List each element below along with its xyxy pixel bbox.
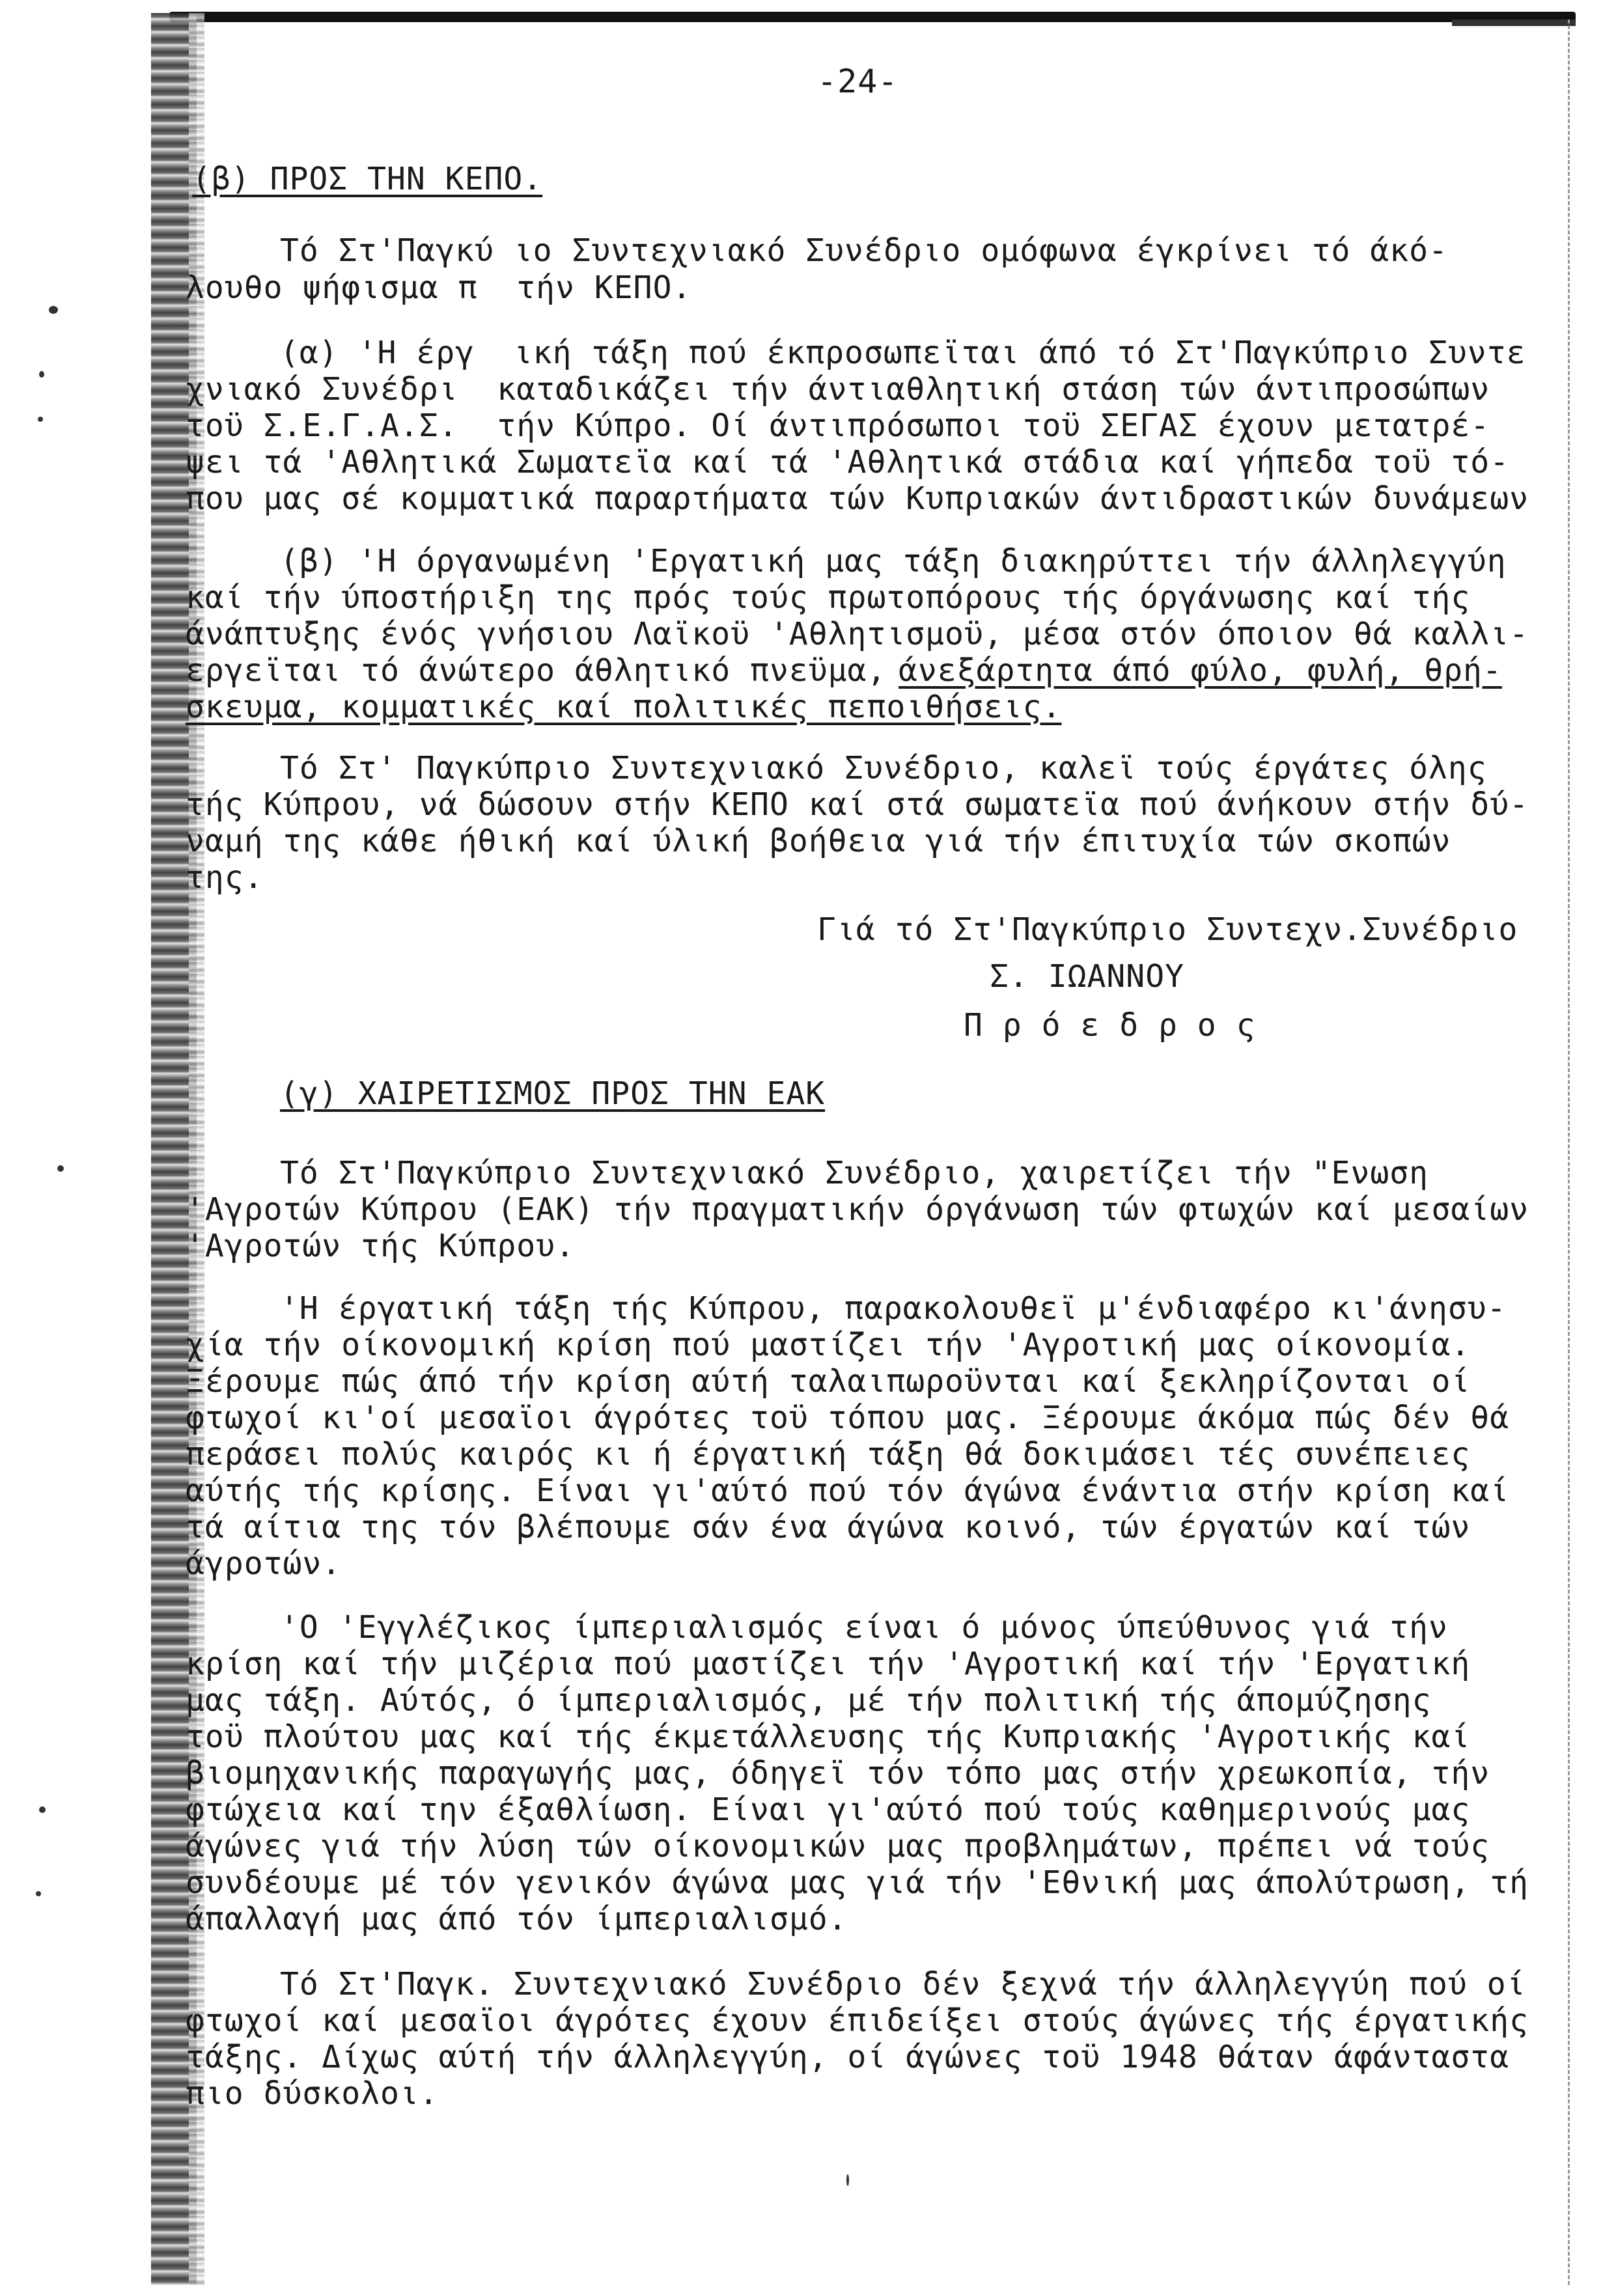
body-line: αύτής τής κρίσης. Είναι γι'αύτό πού τόν άγώνα ένάντια στήν κρίση καί: [186, 1473, 1510, 1509]
body-line: ψει τά 'Αθλητικά Σωματεϊα καί τά 'Αθλητικά στάδια καί γήπεδα τοϋ τό-: [186, 444, 1510, 480]
body-line: καί τήν ύποστήριξη της πρός τούς πρωτοπόρους τής όργάνωσης καί τής: [186, 579, 1471, 616]
body-line: φτώχεια καί την έξαθλίωση. Είναι γι'αύτό πού τούς καθημερινούς μας: [186, 1791, 1471, 1828]
scan-speck: [39, 371, 44, 378]
body-line: 'Ο 'Εγγλέζικος ίμπεριαλισμός είναι ό μόνος ύπεύθυνος γιά τήν: [280, 1609, 1448, 1646]
body-line: λουθο ψήφισμα π τήν ΚΕΠΟ.: [186, 270, 692, 306]
body-line: 'Αγροτών Κύπρου (ΕΑΚ) τήν πραγματικήν όργάνωση τών φτωχών καί μεσαίων: [186, 1191, 1529, 1228]
body-line: (β) 'Η όργανωμένη 'Εργατική μας τάξη διακηρύττει τήν άλληλεγγύη: [280, 543, 1507, 579]
scan-edge-right: [1568, 20, 1574, 2285]
body-line: Τό Στ' Παγκύπριο Συντεχνιακό Συνέδριο, καλεϊ τούς έργάτες όλης: [280, 750, 1487, 786]
body-line-underlined: άνεξάρτητα άπό φύλο, φυλή, θρή-: [899, 652, 1502, 689]
scan-speck: [846, 2174, 849, 2186]
body-line: βιομηχανικής παραγωγής μας, όδηγεϊ τόν τόπο μας στήν χρεωκοπία, τήν: [186, 1755, 1490, 1791]
scan-speck: [36, 1891, 41, 1896]
signature-name: Σ. ΙΩΑΝΝΟΥ: [990, 958, 1184, 995]
body-line: τοϋ Σ.Ε.Γ.Α.Σ. τήν Κύπρο. Οί άντιπρόσωποι τοϋ ΣΕΓΑΣ έχουν μετατρέ-: [186, 408, 1490, 444]
body-line: συνδέουμε μέ τόν γενικόν άγώνα μας γιά τήν 'Εθνική μας άπολύτρωση, τή: [186, 1864, 1529, 1901]
body-line: τής Κύπρου, νά δώσουν στήν ΚΕΠΟ καί στά σωματεϊα πού άνήκουν στήν δύ-: [186, 786, 1529, 823]
signature-title: Π ρ ό ε δ ρ ο ς: [964, 1007, 1256, 1044]
body-line: 'Η έργατική τάξη τής Κύπρου, παρακολουθεϊ μ'ένδιαφέρο κι'άνησυ-: [280, 1290, 1507, 1327]
body-line-underlined: σκευμα, κομματικές καί πολιτικές πεποιθήσεις.: [186, 689, 1062, 725]
body-line: μας τάξη. Αύτός, ό ίμπεριαλισμός, μέ τήν πολιτική τής άπομύζησης: [186, 1682, 1432, 1719]
scan-edge-top-tail: [1452, 20, 1576, 26]
body-line: τοϋ πλούτου μας καί τής έκμετάλλευσης τής Κυπριακής 'Αγροτικής καί: [186, 1719, 1471, 1755]
body-line: που μας σέ κομματικά παραρτήματα τών Κυπριακών άντιδραστικών δυνάμεων: [186, 480, 1529, 517]
section-heading-eak: (γ) ΧΑΙΡΕΤΙΣΜΟΣ ΠΡΟΣ ΤΗΝ ΕΑΚ: [280, 1075, 826, 1112]
body-line: (α) 'Η έργ ική τάξη πού έκπροσωπεϊται άπό τό Στ'Παγκύπριο Συντε: [280, 335, 1526, 371]
signature-line: Γιά τό Στ'Παγκύπριο Συντεχν.Συνέδριο: [817, 911, 1518, 948]
body-line: εργεϊται τό άνώτερο άθλητικό πνεϋμα,: [186, 652, 906, 689]
body-line: 'Αγροτών τής Κύπρου.: [186, 1228, 575, 1264]
body-line: χνιακό Συνέδρι καταδικάζει τήν άντιαθλητική στάση τών άντιπροσώπων: [186, 371, 1490, 408]
body-line: Τό Στ'Παγκύπριο Συντεχνιακό Συνέδριο, χαιρετίζει τήν "Ενωση: [280, 1155, 1429, 1191]
body-line: χία τήν οίκονομική κρίση πού μαστίζει τήν 'Αγροτική μας οίκονομία.: [186, 1327, 1471, 1363]
body-line: άπαλλαγή μας άπό τόν ίμπεριαλισμό.: [186, 1901, 848, 1937]
scan-speck: [39, 1806, 46, 1813]
body-line: Τό Στ'Παγκ. Συντεχνιακό Συνέδριο δέν ξεχνά τήν άλληλεγγύη πού οί: [280, 1966, 1526, 2002]
page-number: -24-: [817, 62, 899, 100]
body-line: άγώνες γιά τήν λύση τών οίκονομικών μας προβλημάτων, πρέπει νά τούς: [186, 1828, 1490, 1864]
body-line: της.: [186, 859, 264, 896]
scan-edge-top: [169, 12, 1576, 22]
body-line: ναμή της κάθε ήθική καί ύλική βοήθεια γιά τήν έπιτυχία τών σκοπών: [186, 823, 1451, 859]
body-line: Ξέρουμε πώς άπό τήν κρίση αύτή ταλαιπωροϋνται καί ξεκληρίζονται οί: [186, 1363, 1471, 1400]
body-line: περάσει πολύς καιρός κι ή έργατική τάξη θά δοκιμάσει τές συνέπειες: [186, 1436, 1471, 1473]
body-line: φτωχοί καί μεσαϊοι άγρότες έχουν έπιδείξει στούς άγώνες τής έργατικής: [186, 2002, 1529, 2039]
section-heading-kepo: (β) ΠΡΟΣ ΤΗΝ ΚΕΠΟ.: [192, 161, 543, 197]
body-line: κρίση καί τήν μιζέρια πού μαστίζει τήν 'Αγροτική καί τήν 'Εργατική: [186, 1646, 1471, 1682]
body-line: Τό Στ'Παγκύ ιο Συντεχνιακό Συνέδριο ομόφωνα έγκρίνει τό άκό-: [280, 232, 1448, 269]
scan-speck: [38, 417, 43, 422]
body-line: τάξης. Δίχως αύτή τήν άλληλεγγύη, οί άγώνες τοϋ 1948 θάταν άφάνταστα: [186, 2039, 1510, 2075]
body-line: τά αίτια της τόν βλέπουμε σάν ένα άγώνα κοινό, τών έργατών καί τών: [186, 1509, 1471, 1545]
body-line: άγροτών.: [186, 1545, 342, 1582]
scan-speck: [57, 1165, 64, 1172]
body-line: πιο δύσκολοι.: [186, 2075, 439, 2112]
scan-speck: [49, 306, 58, 314]
body-line: φτωχοί κι'οί μεσαϊοι άγρότες τοϋ τόπου μας. Ξέρουμε άκόμα πώς δέν θά: [186, 1400, 1510, 1436]
body-line: άνάπτυξης ένός γνήσιου Λαϊκοϋ 'Αθλητισμοϋ, μέσα στόν όποιον θά καλλι-: [186, 616, 1529, 652]
scan-edge-left-inner: [189, 13, 204, 2285]
